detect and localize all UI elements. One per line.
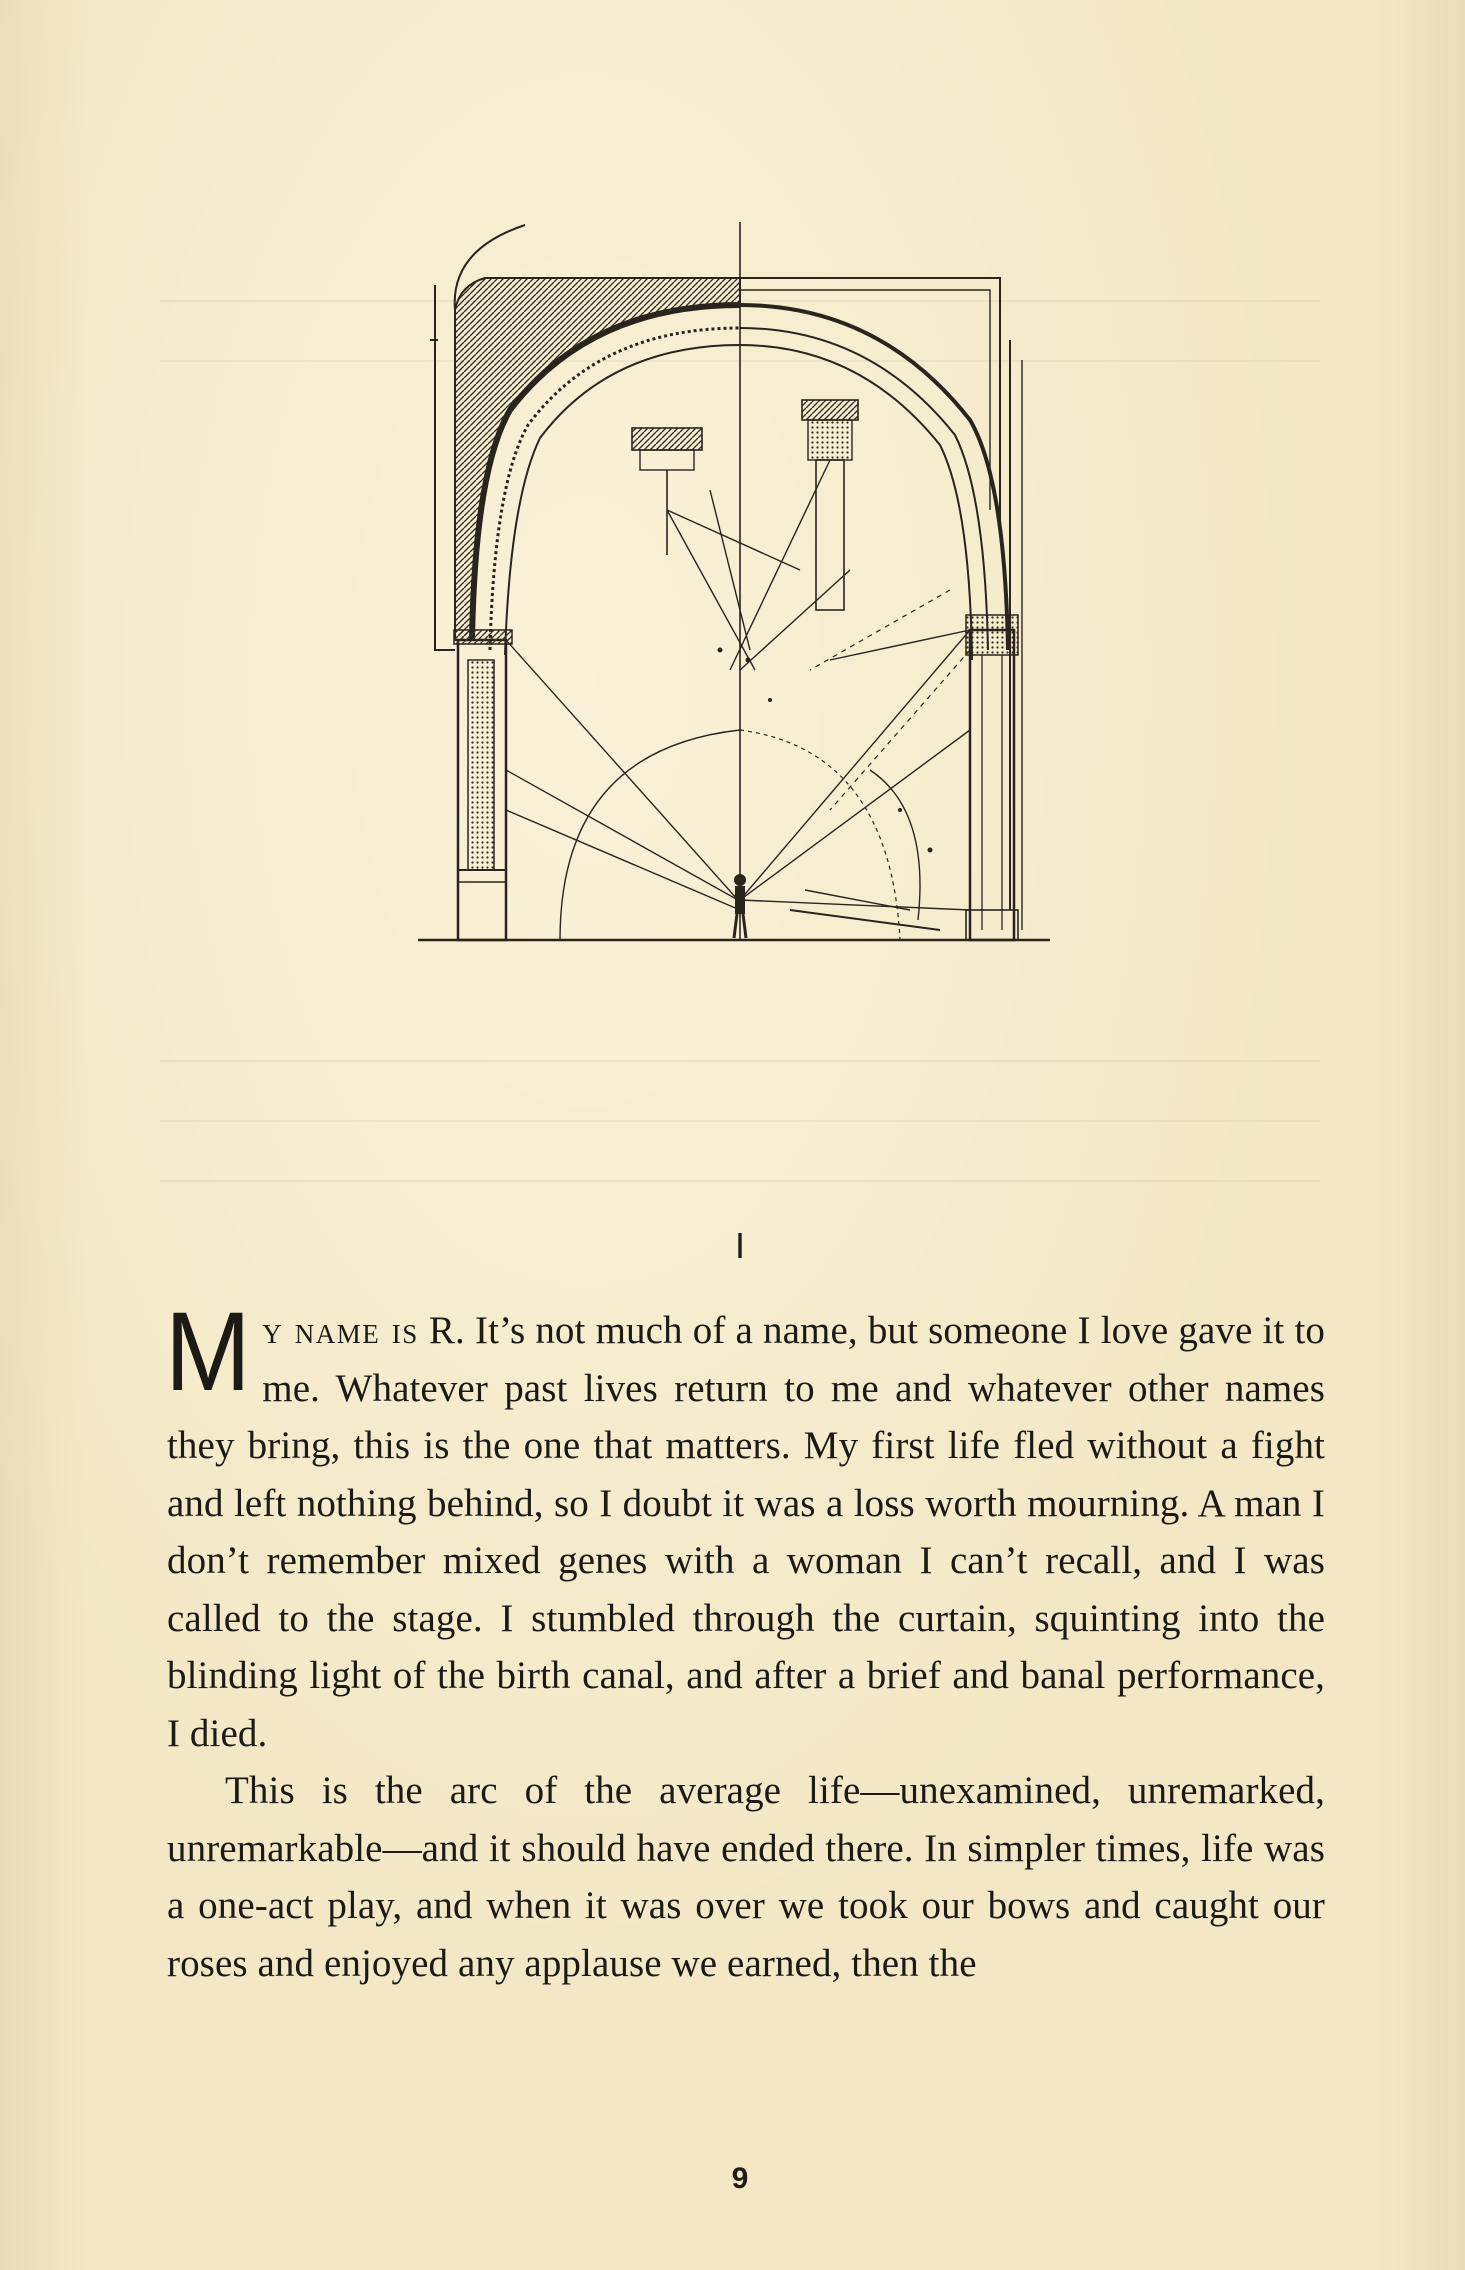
paragraph-1 [165,1289,1325,1762]
right-arch-outer [740,305,1008,650]
arch-illustration [410,210,1050,980]
sight-lines [506,460,970,930]
right-frame-outer [740,278,1000,530]
chapter-number: I [734,1225,745,1266]
bleed-through-line [160,1060,1320,1062]
lead-in-small-caps: y name is [262,1309,419,1352]
arch-drawing [410,210,1050,980]
bleed-through-line [160,1180,1320,1182]
right-column [970,630,1014,940]
paragraph-2: This is the arc of the average life—unexamined, unremarked, unremarkable—and it should have ended there. In simpler times, life was a one-act play, and when it was over we took our bows and caught our roses and enjoyed any applause we earned, then the [167,1769,1325,1985]
paragraph-1-text: R. It’s not much of a name, but someone I love gave it to me. Whatever past lives return to me and whatever other names they bring, this is the one that matters. My first life fled without a fight and left nothing behind, so I doubt it was a loss worth mourning. A man I don’t remember mixed genes with a woman I can’t recall, and I was called to the stage. I stumbled through the curtain, squinting into the blinding light of the birth canal, and after a brief and banal performance, I died. [167,1309,1325,1755]
bleed-through-line [160,1120,1320,1122]
right-arch-inner [740,345,972,660]
right-arch-mid [740,328,988,650]
capital-detail-right [802,400,858,610]
page-number: 9 [731,2162,749,2195]
capital-detail-left [632,428,702,555]
drop-cap: M [165,1289,249,1414]
left-arch-intrados [505,345,740,655]
chapter-body [165,1289,1325,1992]
left-spandrel [455,278,740,640]
left-sight-arc [560,730,740,940]
